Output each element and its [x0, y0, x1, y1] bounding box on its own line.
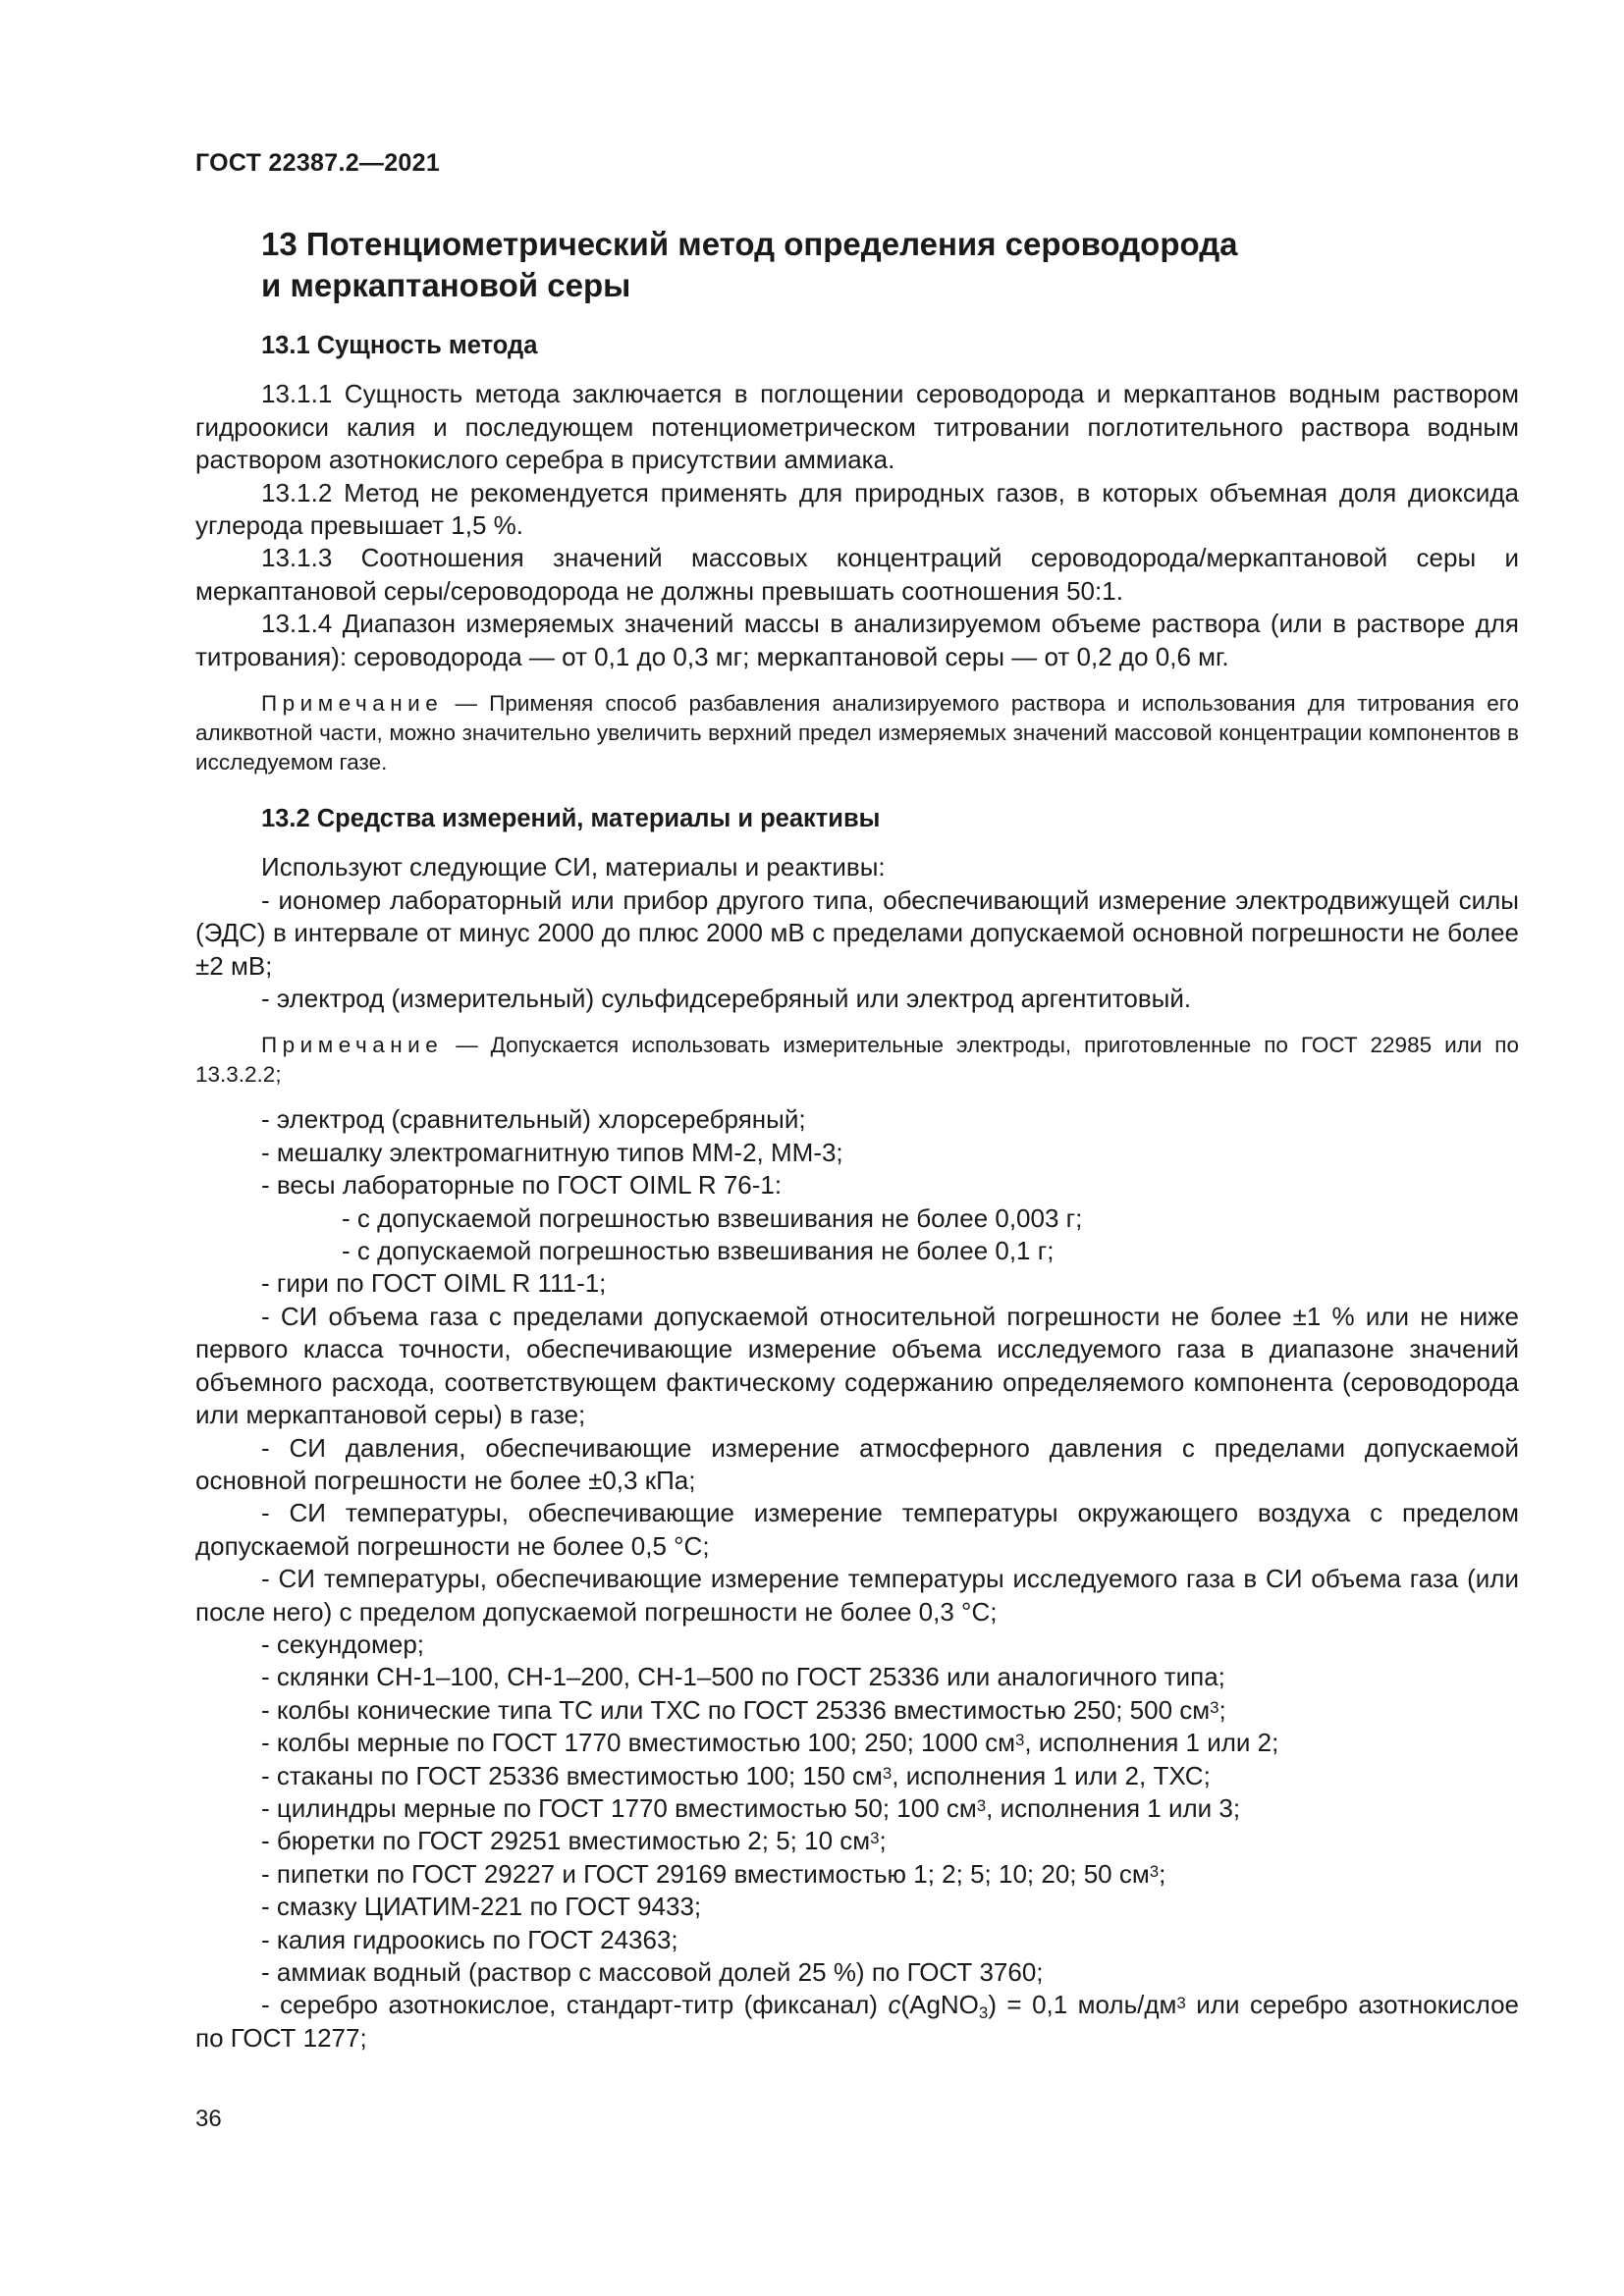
- list-item-conical-flasks: - колбы конические типа ТС или ТХС по ГОСТ 25336 вместимостью 250; 500 $см^3$;: [261, 1694, 1226, 1725]
- list-item-cylinders: - цилиндры мерные по ГОСТ 1770 вместимостью 50; 100 $см^3$, исполнения 1 или 3;: [261, 1792, 1241, 1823]
- paragraph-13-1-4: 13.1.4 Диапазон измеряемых значений массы в анализируемом объеме раствора (или в растворе для титрования): сероводорода — от 0,1 до 0,3 мг; меркаптановой серы — от 0,2 до 0,6 мг.: [195, 609, 1519, 671]
- list-item-ammonia: - аммиак водный (раствор с массовой долей 25 %) по ГОСТ 3760;: [261, 1957, 1044, 1987]
- list-intro: Используют следующие СИ, материалы и реактивы:: [261, 852, 886, 882]
- list-item-stirrer: - мешалку электромагнитную типов ММ-2, ММ-3;: [261, 1137, 843, 1167]
- list-subitem-scales-01: - с допускаемой погрешностью взвешивания не более 0,1 г;: [342, 1236, 1055, 1266]
- subsection-heading-13-2: 13.2 Средства измерений, материалы и реактивы: [261, 805, 881, 832]
- section-13-2: [195, 803, 1519, 2055]
- list-item-volumetric-flasks: - колбы мерные по ГОСТ 1770 вместимостью 100; 250; 1000 $см^3$, исполнения 1 или 2;: [261, 1728, 1279, 1758]
- note-13-1: [195, 689, 1519, 777]
- paragraph-13-1-3: 13.1.3 Соотношения значений массовых концентраций сероводорода/меркаптановой серы и меркаптановой серы/сероводорода не должны превышать соотношения 50:1.: [195, 543, 1519, 606]
- list-item-air-temperature: - СИ температуры, обеспечивающие измерение температуры окружающего воздуха с пределом допускаемой погрешности не более 0,5 °С;: [195, 1498, 1519, 1561]
- section-title-line-2: и меркаптановой серы: [261, 267, 631, 303]
- list-item-koh: - калия гидроокись по ГОСТ 24363;: [261, 1924, 678, 1954]
- subsection-heading-13-1: 13.1 Сущность метода: [261, 332, 538, 359]
- list-item-ionomer: - иономер лабораторный или прибор другого типа, обеспечивающий измерение электродвижущей силы (ЭДС) в интервале от минус 2000 до плюс 2000 мВ с пределами допускаемой основной погрешности не более ±2 мВ;: [195, 884, 1519, 981]
- list-item-stopwatch: - секундомер;: [261, 1629, 425, 1659]
- list-item-gas-temperature: - СИ температуры, обеспечивающие измерение температуры исследуемого газа в СИ объема газа (или после него) с пределом допускаемой погрешности не более 0,3 °С;: [195, 1564, 1519, 1627]
- list-item-pipettes: - пипетки по ГОСТ 29227 и ГОСТ 29169 вместимостью 1; 2; 5; 10; 20; 50 $см^3$;: [261, 1858, 1166, 1889]
- running-header: ГОСТ 22387.2—2021: [195, 149, 441, 177]
- note-label: Примечание: [261, 691, 444, 717]
- list-item-burettes: - бюретки по ГОСТ 29251 вместимостью 2; 5; 10 $см^3$;: [261, 1826, 887, 1856]
- section-13-1: [195, 330, 1519, 777]
- list-item-pressure-meter: - СИ давления, обеспечивающие измерение атмосферного давления с пределами допускаемой основной погрешности не более ±0,3 кПа;: [195, 1432, 1519, 1495]
- list-item-electrode-measuring: - электрод (измерительный) сульфидсеребряный или электрод аргентитовый.: [261, 984, 1192, 1014]
- paragraph-13-1-2: 13.1.2 Метод не рекомендуется применять для природных газов, в которых объемная доля диоксида углерода превышает 1,5 %.: [195, 477, 1519, 541]
- note-text: — Допускается использовать измерительные электроды, приготовленные по ГОСТ 22985 или по 13.3.2.2;: [195, 1033, 1519, 1088]
- note-text: — Применяя способ разбавления анализируемого раствора и использования для титрования его аликвотной части, можно значительно увеличить верхний предел измеряемых значений массовой концентрации компонентов в исследуемом газе.: [195, 691, 1519, 775]
- list-item-electrode-reference: - электрод (сравнительный) хлорсеребряный;: [261, 1104, 806, 1135]
- list-item-beakers: - стаканы по ГОСТ 25336 вместимостью 100; 150 $см^3$, исполнения 1 или 2, ТХС;: [261, 1760, 1211, 1790]
- note-13-2: [195, 1031, 1519, 1090]
- section-title-line-1: 13 Потенциометрический метод определения сероводорода: [261, 226, 1238, 262]
- list-subitem-scales-0003: - с допускаемой погрешностью взвешивания не более 0,003 г;: [342, 1202, 1083, 1233]
- list-item-bottles: - склянки СН-1–100, СН-1–200, СН-1–500 по ГОСТ 25336 или аналогичного типа;: [261, 1662, 1225, 1692]
- note-label: Примечание: [261, 1033, 444, 1058]
- page-number: 36: [195, 2106, 222, 2132]
- list-item-weights: - гири по ГОСТ OIML R 111-1;: [261, 1268, 607, 1299]
- list-item-scales: - весы лабораторные по ГОСТ OIML R 76-1:: [261, 1170, 783, 1201]
- list-item-grease: - смазку ЦИАТИМ-221 по ГОСТ 9433;: [261, 1892, 702, 1922]
- section-title: [261, 224, 1439, 306]
- list-item-gas-volume-meter: - СИ объема газа с пределами допускаемой относительной погрешности не более ±1 % или не ниже первого класса точности, обеспечивающие измерение объема исследуемого газа в диапазоне значений объемного расхода, соответствующем фактическому содержанию определяемого компонента (сероводорода или меркаптановой серы) в газе;: [195, 1301, 1519, 1430]
- list-item-silver-nitrate: - серебро азотнокислое, стандарт-титр (фиксанал) c(AgNO$_3$) = 0,1 моль/$дм^3$ или серебро азотнокислое по ГОСТ 1277;: [195, 1990, 1520, 2053]
- paragraph-13-1-1: 13.1.1 Сущность метода заключается в поглощении сероводорода и меркаптанов водным раствором гидроокиси калия и последующем потенциометрическом титровании поглотительного раствора водным раствором азотнокислого серебра в присутствии аммиака.: [195, 379, 1519, 475]
